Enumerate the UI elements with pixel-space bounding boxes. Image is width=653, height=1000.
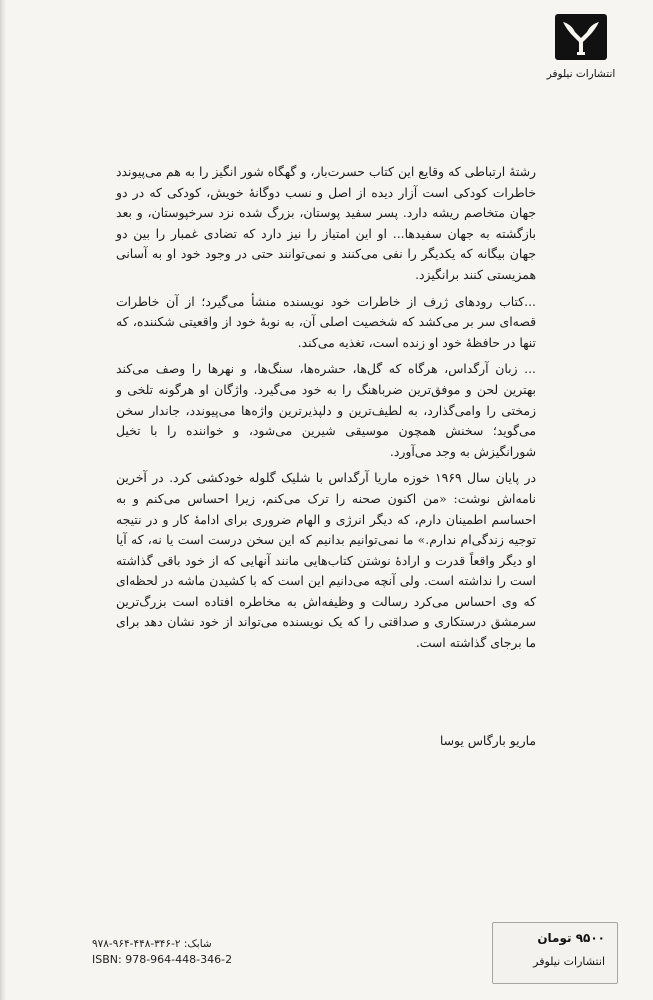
price-box: [492, 922, 618, 984]
lotus-pen-logo-icon: [555, 14, 607, 60]
paragraph-2: ...کتاب رودهای ژرف از خاطرات خود نویسنده منشأ می‌گیرد؛ از آن خاطرات قصه‌ای سر بر می‌کشد که شخصیت اصلی آن، به نوبهٔ خود از واقعیتی شکننده، که تنها در حافظهٔ خود او زنده است، تغذیه می‌کند.: [116, 293, 536, 350]
price-label: ۹۵۰۰ تومان: [537, 931, 605, 945]
isbn-latin: ISBN: 978-964-448-346-2: [92, 953, 233, 966]
paragraph-4: در پایان سال ۱۹۶۹ خوزه ماریا آرگداس با شلیک گلوله خودکشی کرد. در آخرین نامه‌اش نوشت: «من اکنون صحنه را ترک می‌کنم، زیرا احساس می‌کنم و به احساسم اطمینان دارم، که دیگر انرژی و الهام ضروری برای ادامهٔ کار و در نتیجه توجیه زندگی‌ام ندارم.» ما نمی‌توانیم بدانیم که این سخن درست است یا نه، که آیا او دیگر واقعاً قدرت و ارادهٔ نوشتن کتاب‌هایی مانند آنهایی که از خود باقی گذاشته است را نداشته است. ولی آنچه می‌دانیم این است که با کشیدن ماشه در لحظه‌ای که وی احساس می‌کرد رسالت و وظیفه‌اش به مخاطره افتاده است بزرگ‌ترین سرمشق درستکاری و صداقتی را که یک نویسنده می‌تواند از خود نشان دهد برای ما برجای گذاشته است.: [116, 470, 536, 651]
page-edge-shadow: [0, 0, 6, 1000]
paragraph-3: ... زبان آرگداس، هرگاه که گل‌ها، حشره‌ها، سنگ‌ها، و نهرها را وصف می‌کند بهترین لحن و موفق‌ترین ضرباهنگ را به خود می‌گیرد. واژگان او هرگونه تلخی و زمختی را وامی‌گذارد، به لطیف‌ترین و دلپذیرترین واژه‌ها می‌پیوندد، جاندار سخن می‌گوید؛ سخنش همچون موسیقی شیرین می‌شود، و خواننده را با تخیل شورانگیزش به وجد می‌آورد.: [116, 361, 536, 459]
isbn-persian: شابک: ۲-۳۴۶-۴۴۸-۹۶۴-۹۷۸: [92, 938, 212, 950]
paragraph-1: رشتهٔ ارتباطی که وقایع این کتاب حسرت‌بار، و گهگاه شور انگیز را به هم می‌پیوندد خاطرات کودکی است آزار دیده از اصل و نسب دوگانهٔ خویش، کودکی که در دو جهان متخاصم ریشه دارد. پسر سفید پوستان، بزرگ شده نزد سرخپوستان، و بعد بازگشته به جهان سفیدها... او این امتیاز را نیز دارد که تضادی غمبار را بین دو جهان بیگانه که یکدیگر را نفی می‌کنند و نمی‌توانند حتی در وجود خود او به آسانی همزیستی کنند برانگیزد.: [116, 164, 536, 282]
price-box-publisher: انتشارات نیلوفر: [533, 955, 605, 968]
author-signature: ماریو بارگاس یوسا: [439, 733, 536, 748]
publisher-logo: [546, 14, 616, 80]
publisher-name: انتشارات نیلوفر: [546, 68, 616, 80]
isbn-block: [92, 936, 232, 968]
back-cover-text: [116, 162, 536, 654]
